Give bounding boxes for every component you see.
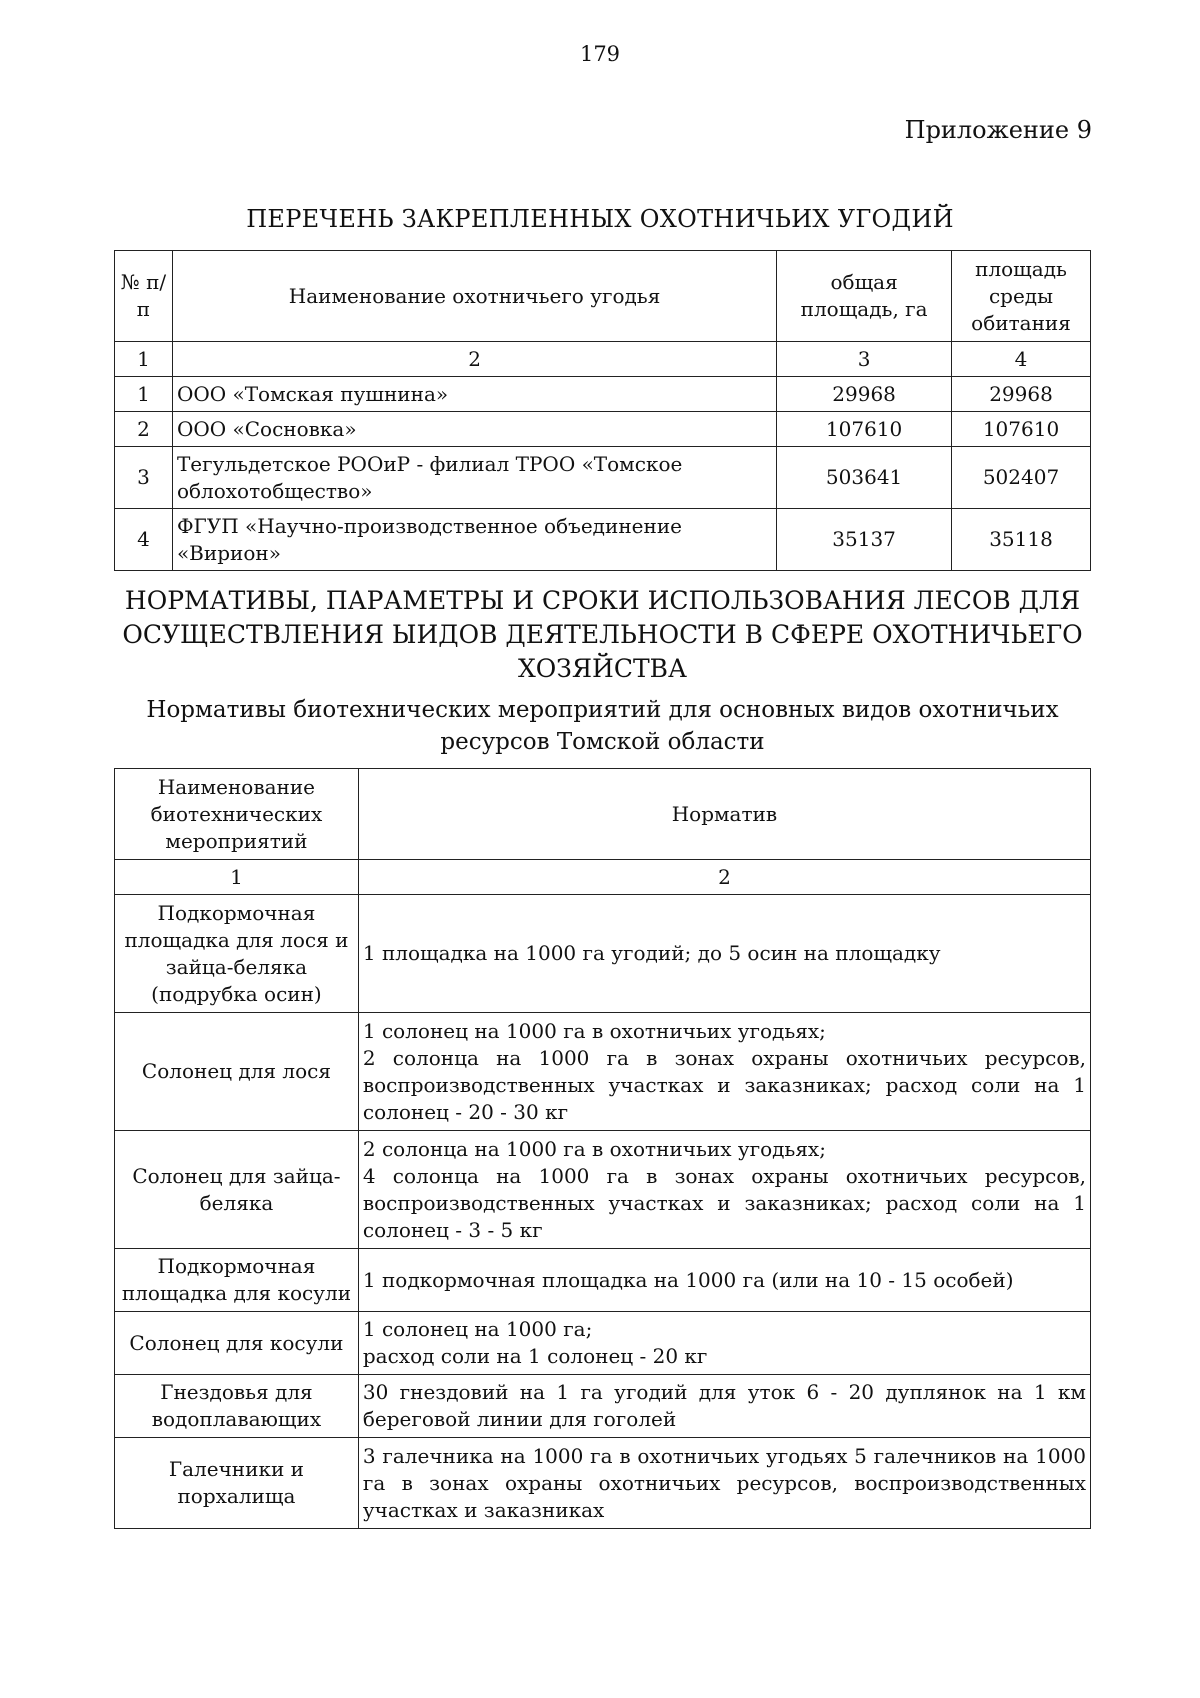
habitat-area: 35118	[952, 509, 1091, 571]
column-number: 2	[172, 342, 776, 377]
header-cell: Наименование биотехнических мероприятий	[115, 769, 359, 860]
measure-name: Галечники и порхалища	[115, 1438, 359, 1529]
column-number-row	[115, 860, 1091, 895]
standard-text	[358, 1312, 1090, 1375]
total-area: 503641	[777, 447, 952, 509]
measure-name: Солонец для косули	[115, 1312, 359, 1375]
standard-text	[358, 1013, 1090, 1131]
header-cell: Норматив	[358, 769, 1090, 860]
standard-text	[358, 1131, 1090, 1249]
table-row	[115, 447, 1091, 509]
table-row	[115, 1013, 1091, 1131]
column-number: 4	[952, 342, 1091, 377]
standard-line: 2 солонца на 1000 га в зонах охраны охотничьих ресурсов, воспроизводственных участках и заказниках; расход соли на 1 солонец - 20 - 30 кг	[362, 1045, 1086, 1124]
table-header-row	[115, 769, 1091, 860]
hunting-grounds-title: ПЕРЕЧЕНЬ ЗАКРЕПЛЕННЫХ ОХОТНИЧЬИХ УГОДИЙ	[246, 205, 954, 233]
column-number: 1	[115, 860, 359, 895]
measure-name: Солонец для зайца-беляка	[115, 1131, 359, 1249]
hunting-grounds-table	[114, 250, 1091, 571]
standard-line: 4 солонца на 1000 га в зонах охраны охотничьих ресурсов, воспроизводственных участках и заказниках; расход соли на 1 солонец - 3 - 5 кг	[362, 1163, 1086, 1242]
table-header-row	[115, 251, 1091, 342]
page-number: 179	[579, 42, 621, 66]
measure-name: Гнездовья для водоплавающих	[115, 1375, 359, 1438]
measure-name: Подкормочная площадка для косули	[115, 1249, 359, 1312]
forest-use-standards-title: НОРМАТИВЫ, ПАРАМЕТРЫ И СРОКИ ИСПОЛЬЗОВАНИЯ ЛЕСОВ ДЛЯ ОСУЩЕСТВЛЕНИЯ ЫИДОВ ДЕЯТЕЛЬНОСТИ В СФЕРЕ ОХОТНИЧЬЕГО ХОЗЯЙСТВА	[122, 586, 1083, 683]
biotechnical-standards-table	[114, 768, 1091, 1529]
measure-name: Подкормочная площадка для лося и зайца-беляка (подрубка осин)	[115, 895, 359, 1013]
ground-name: Тегульдетское РООиР - филиал ТРОО «Томское облохотобщество»	[172, 447, 776, 509]
standard-text: 1 подкормочная площадка на 1000 га (или на 10 - 15 особей)	[358, 1249, 1090, 1312]
table-row	[115, 509, 1091, 571]
column-number-row	[115, 342, 1091, 377]
biotechnical-standards-subtitle: Нормативы биотехнических мероприятий для основных видов охотничьих ресурсов Томской области	[146, 697, 1059, 755]
total-area: 29968	[777, 377, 952, 412]
row-number: 4	[115, 509, 173, 571]
standard-line: расход соли на 1 солонец - 20 кг	[362, 1344, 708, 1368]
habitat-area: 107610	[952, 412, 1091, 447]
table-row	[115, 1438, 1091, 1529]
standard-line: 1 солонец на 1000 га в охотничьих угодьях;	[362, 1018, 826, 1043]
table-row	[115, 1312, 1091, 1375]
header-cell: общая площадь, га	[777, 251, 952, 342]
ground-name: ООО «Сосновка»	[172, 412, 776, 447]
column-number: 1	[115, 342, 173, 377]
habitat-area: 29968	[952, 377, 1091, 412]
ground-name: ООО «Томская пушнина»	[172, 377, 776, 412]
standard-text: 30 гнездовий на 1 га угодий для уток 6 - 20 дуплянок на 1 км береговой линии для гоголей	[358, 1375, 1090, 1438]
ground-name: ФГУП «Научно-производственное объединение «Вирион»	[172, 509, 776, 571]
column-number: 3	[777, 342, 952, 377]
measure-name: Солонец для лося	[115, 1013, 359, 1131]
total-area: 107610	[777, 412, 952, 447]
table-row	[115, 412, 1091, 447]
table-row	[115, 1375, 1091, 1438]
standard-line: 2 солонца на 1000 га в охотничьих угодьях;	[362, 1136, 826, 1161]
header-cell: Наименование охотничьего угодья	[172, 251, 776, 342]
table-row	[115, 1131, 1091, 1249]
table-row	[115, 895, 1091, 1013]
row-number: 2	[115, 412, 173, 447]
header-cell: № п/п	[115, 251, 173, 342]
standard-text: 1 площадка на 1000 га угодий; до 5 осин на площадку	[358, 895, 1090, 1013]
standard-text: 3 галечника на 1000 га в охотничьих угодьях 5 галечников на 1000 га в зонах охраны охотничьих ресурсов, воспроизводственных участках и заказниках	[358, 1438, 1090, 1529]
row-number: 1	[115, 377, 173, 412]
habitat-area: 502407	[952, 447, 1091, 509]
column-number: 2	[358, 860, 1090, 895]
header-cell: площадь среды обитания	[952, 251, 1091, 342]
appendix-label: Приложение 9	[904, 116, 1092, 144]
total-area: 35137	[777, 509, 952, 571]
table-row	[115, 377, 1091, 412]
table-row	[115, 1249, 1091, 1312]
row-number: 3	[115, 447, 173, 509]
standard-line: 1 солонец на 1000 га;	[362, 1317, 593, 1341]
